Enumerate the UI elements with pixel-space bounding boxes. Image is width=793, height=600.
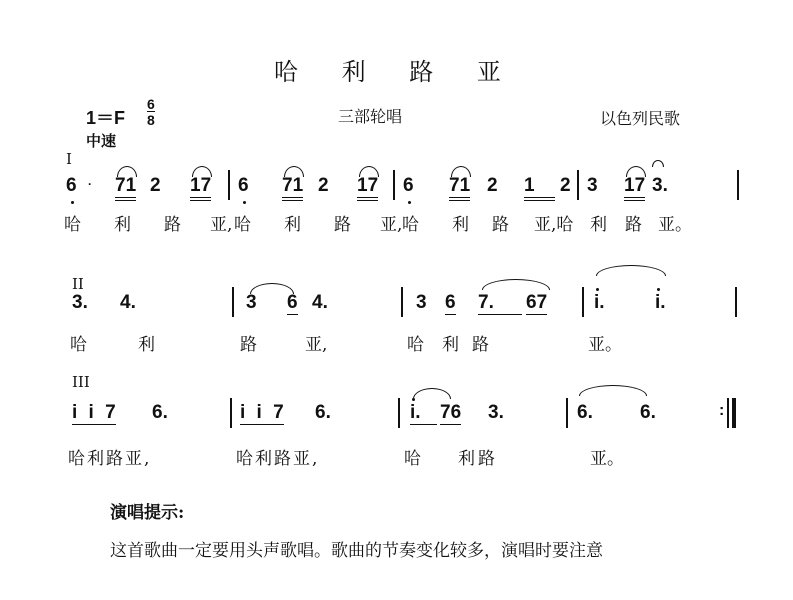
part-label: III <box>72 373 90 391</box>
lyric: 利 <box>452 215 469 235</box>
lyric: 利 <box>442 335 459 355</box>
note: i. <box>410 402 437 425</box>
bar-line <box>727 398 729 428</box>
note: i. <box>594 292 605 313</box>
tips-text: 这首歌曲一定要用头声歌唱。歌曲的节奏变化较多，演唱时要注意 <box>110 541 603 561</box>
bar-line <box>566 398 568 428</box>
lyric: 亚。 <box>590 449 624 469</box>
note: 4. <box>312 292 328 313</box>
slur-mark <box>413 388 451 399</box>
note: 76 <box>440 402 462 423</box>
slur-mark <box>579 385 647 396</box>
note: 71 <box>115 175 136 201</box>
bar-line <box>230 398 232 428</box>
note: 6. <box>152 402 168 423</box>
lyric: 路 <box>240 335 257 355</box>
slur-mark <box>482 279 550 290</box>
bar-line <box>393 170 395 200</box>
fermata-icon <box>652 160 664 167</box>
note: 6 <box>66 175 77 196</box>
note: 3 <box>246 292 257 313</box>
note: 4. <box>120 292 136 313</box>
note: 6 <box>445 292 456 313</box>
note: 7. <box>478 292 522 315</box>
slur-mark <box>192 166 212 177</box>
note: 3. <box>652 175 668 196</box>
part-label: I <box>66 150 72 168</box>
slur-mark <box>451 166 471 177</box>
end-bar-line <box>732 398 736 428</box>
note: 6 <box>238 175 249 196</box>
note: 6 <box>403 175 414 196</box>
slur-mark <box>359 166 379 177</box>
lyric: 哈 <box>402 215 419 235</box>
slur-mark <box>284 166 304 177</box>
lyric: 路 <box>334 215 351 235</box>
part-label: II <box>72 275 84 293</box>
slur-mark <box>626 166 646 177</box>
note: 6. <box>315 402 331 423</box>
lyric: 利 <box>284 215 301 235</box>
slur-mark <box>596 265 666 276</box>
note: 6. <box>577 402 593 423</box>
note: 17 <box>624 175 645 201</box>
lyric: 哈 <box>64 215 81 235</box>
bar-line <box>735 287 737 317</box>
note-group: i i 7 <box>240 402 284 423</box>
subtitle: 三部轮唱 <box>338 107 403 126</box>
lyric: 哈 <box>404 449 421 469</box>
bar-line <box>582 287 584 317</box>
note: 2 <box>560 175 571 196</box>
bar-line <box>401 287 403 317</box>
time-signature-top: 6 <box>147 96 155 112</box>
tips-heading: 演唱提示: <box>110 503 185 523</box>
bar-line <box>577 170 579 200</box>
note-group: i i 7 <box>72 402 116 423</box>
lyric: 利 <box>114 215 131 235</box>
bar-line <box>228 170 230 200</box>
note: 71 <box>282 175 303 201</box>
note: · <box>88 177 92 191</box>
lyric: 路 <box>492 215 509 235</box>
lyric: 亚,哈 <box>534 215 574 235</box>
lyric: 哈利路亚, <box>68 449 152 469</box>
lyric: 利路 <box>458 449 498 469</box>
lyric: 亚, <box>380 215 403 235</box>
lyric: 利 <box>590 215 607 235</box>
note: 3 <box>587 175 598 196</box>
note: 6. <box>640 402 656 423</box>
lyric: 哈利路亚, <box>236 449 320 469</box>
lyric: 亚。 <box>658 215 692 235</box>
lyric: 路 <box>472 335 489 355</box>
note: 3 <box>416 292 427 313</box>
lyric: 亚。 <box>588 335 622 355</box>
bar-line <box>398 398 400 428</box>
lyric: 哈 <box>234 215 251 235</box>
slur-mark <box>117 166 137 177</box>
bar-line <box>737 170 739 200</box>
song-title: 哈 利 路 亚 <box>274 58 519 86</box>
note: 6 <box>287 292 298 313</box>
note: 2 <box>487 175 498 196</box>
time-signature-bottom: 8 <box>147 112 155 128</box>
note: 1 <box>524 175 555 201</box>
lyric: 亚, <box>305 335 328 355</box>
lyric: 利 <box>138 335 155 355</box>
note: 2 <box>150 175 161 196</box>
note: 2 <box>318 175 329 196</box>
note: 3. <box>488 402 504 423</box>
lyric: 哈 <box>407 335 424 355</box>
repeat-sign: : <box>719 402 725 419</box>
key-signature: 1＝F <box>86 108 126 128</box>
tempo: 中速 <box>86 132 117 150</box>
origin: 以色列民歌 <box>600 109 681 128</box>
bar-line <box>232 287 234 317</box>
lyric: 路 <box>625 215 642 235</box>
note: 71 <box>449 175 470 201</box>
note: 3. <box>72 292 88 313</box>
note: i. <box>655 292 666 313</box>
note: 17 <box>190 175 211 201</box>
lyric: 路 <box>164 215 181 235</box>
note: 17 <box>357 175 378 201</box>
lyric: 哈 <box>70 335 87 355</box>
lyric: 亚, <box>210 215 233 235</box>
note: 67 <box>526 292 548 313</box>
